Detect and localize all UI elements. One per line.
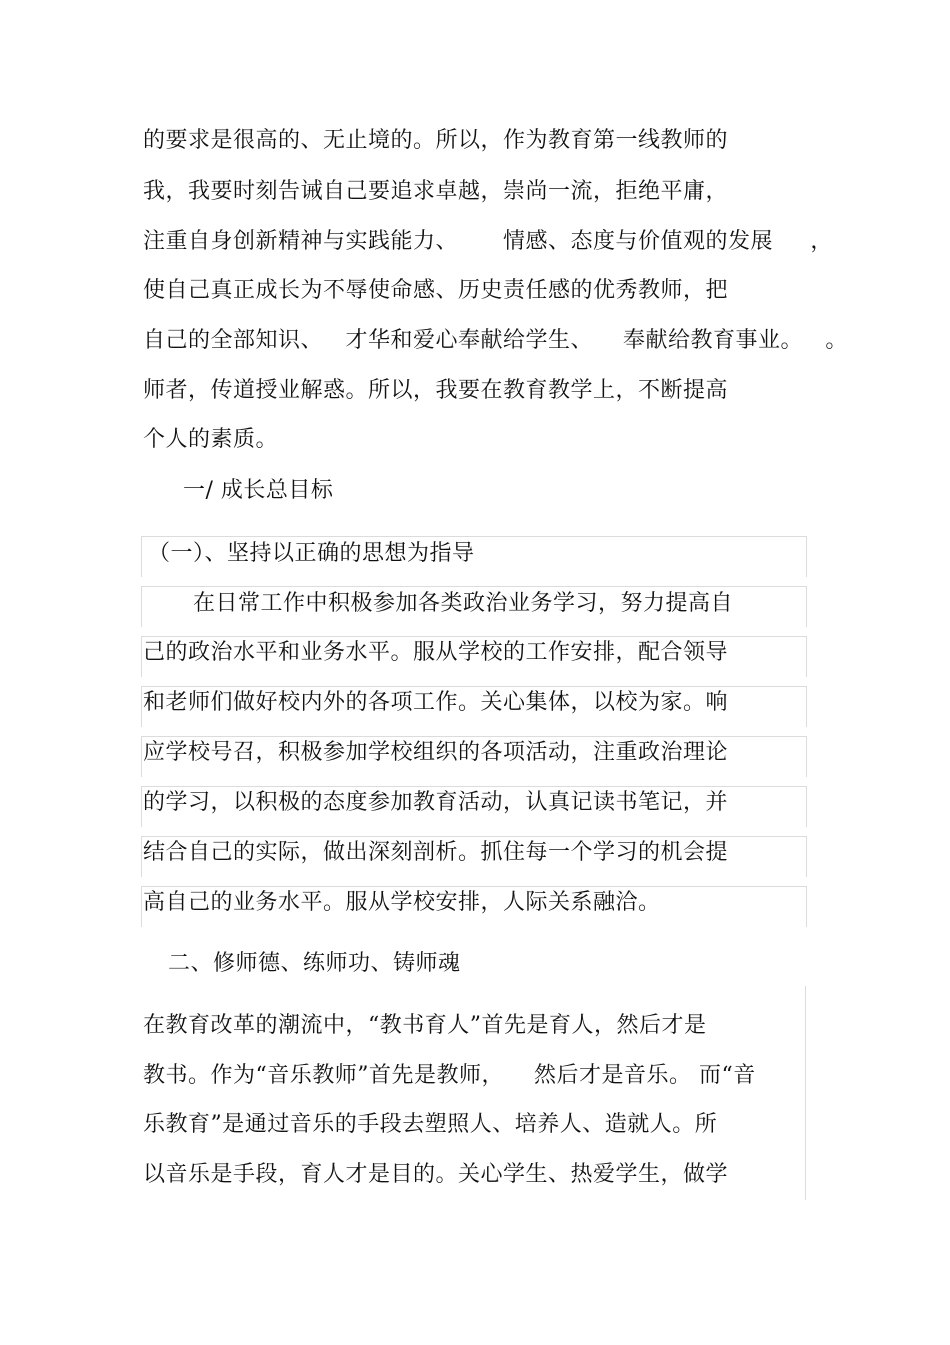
intro-line-7: 个人的素质。 — [143, 427, 279, 452]
section-one-heading: 一/ 成长总目标 — [183, 478, 334, 503]
section-one-line-2: 己的政治水平和业务水平。服从学校的工作安排，配合领导 — [143, 640, 729, 665]
section-one-line-7: 高自己的业务水平。服从学校安排，人际关系融洽。 — [143, 890, 661, 915]
section-two-line-2: 教书。作为“音乐教师”首先是教师， 然后才是音乐。 而“音 — [143, 1063, 756, 1088]
section-two-line-3: 乐教育”是通过音乐的手段去塑照人、培养人、造就人。所 — [143, 1112, 718, 1137]
intro-line-5: 自己的全部知识、 才华和爱心奉献给学生、 奉献给教育事业。 。 — [143, 328, 848, 353]
section-two-line-4: 以音乐是手段，育人才是目的。关心学生、热爱学生，做学 — [143, 1162, 729, 1187]
intro-line-1: 的要求是很高的、无止境的。所以，作为教育第一线教师的 — [143, 128, 729, 153]
section-one-line-5: 的学习，以积极的态度参加教育活动，认真记读书笔记，并 — [143, 790, 729, 815]
section-two-line-1: 在教育改革的潮流中，“教书育人”首先是育人，然后才是 — [143, 1013, 707, 1038]
intro-line-3: 注重自身创新精神与实践能力、 情感、态度与价值观的发展 ， — [143, 229, 833, 254]
right-margin-rule — [805, 986, 806, 1200]
section-two-heading: 二、修师德、练师功、铸师魂 — [168, 951, 461, 976]
intro-line-6: 师者，传道授业解惑。所以，我要在教育教学上，不断提高 — [143, 378, 729, 403]
intro-line-4: 使自己真正成长为不辱使命感、历史责任感的优秀教师，把 — [143, 278, 729, 303]
section-one-line-1: 在日常工作中积极参加各类政治业务学习，努力提高自 — [193, 591, 734, 616]
section-one-line-3: 和老师们做好校内外的各项工作。关心集体，以校为家。响 — [143, 690, 729, 715]
section-one-line-6: 结合自己的实际，做出深刻剖析。抓住每一个学习的机会提 — [143, 840, 729, 865]
section-one-line-4: 应学校号召，积极参加学校组织的各项活动，注重政治理论 — [143, 740, 729, 765]
intro-line-2: 我，我要时刻告诫自己要追求卓越，崇尚一流，拒绝平庸， — [143, 179, 729, 204]
section-one-sub-heading: （一）、坚持以正确的思想为指导 — [148, 541, 475, 566]
